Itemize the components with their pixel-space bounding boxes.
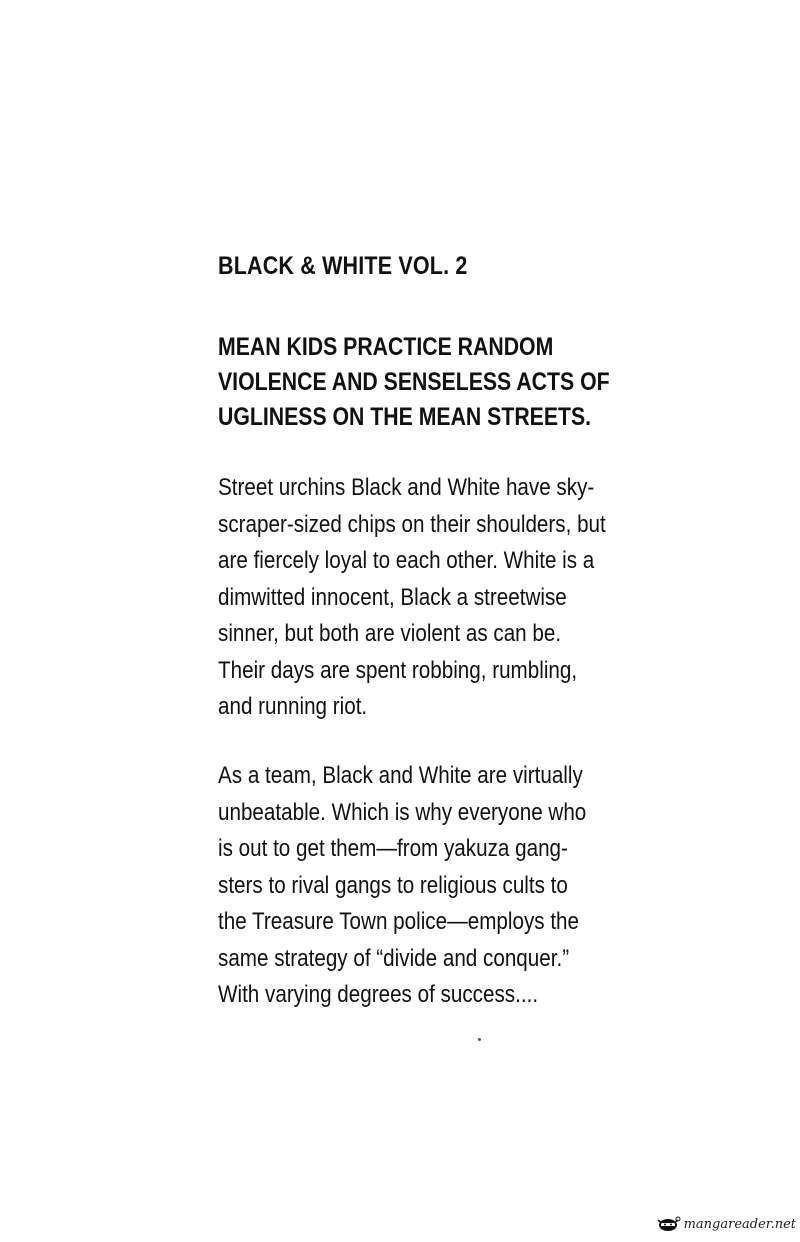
paragraph-line: As a team, Black and White are virtually — [218, 762, 583, 789]
paragraph-line: unbeatable. Which is why everyone who — [218, 798, 587, 826]
paragraph-line: scraper-sized chips on their shoulders, but — [218, 510, 606, 538]
ninja-logo-icon — [655, 1216, 681, 1232]
paragraph-line: sters to rival gangs to religious cults to — [218, 871, 568, 899]
paragraph-line: dimwitted innocent, Black a streetwise — [218, 583, 567, 611]
paragraph-line: With varying degrees of success.... — [218, 981, 539, 1008]
paragraph-line: Their days are spent robbing, rumbling, — [218, 656, 578, 684]
headline-line: UGLINESS ON THE MEAN STREETS. — [218, 403, 592, 431]
paragraph-line: the Treasure Town police—employs the — [218, 908, 580, 935]
headline-line: MEAN KIDS PRACTICE RANDOM — [218, 333, 554, 361]
paragraph-2 — [218, 758, 622, 1014]
watermark-text: mangareader.net — [683, 1216, 796, 1232]
watermark[interactable] — [655, 1216, 796, 1232]
paragraph-line: is out to get them—from yakuza gang- — [218, 835, 568, 862]
paragraph-line: and running riot. — [218, 693, 368, 720]
headline — [218, 330, 643, 435]
book-title: BLACK & WHITE VOL. 2 — [218, 252, 468, 280]
blurb-content — [218, 250, 638, 1008]
paragraph-1 — [218, 470, 622, 726]
paragraph-line: Street urchins Black and White have sky- — [218, 474, 595, 501]
paragraph-line: same strategy of “divide and conquer.” — [218, 944, 570, 972]
paragraph-line: sinner, but both are violent as can be. — [218, 620, 562, 647]
paragraph-line: are fiercely loyal to each other. White is a — [218, 547, 595, 574]
speck-mark — [478, 1038, 481, 1041]
headline-line: VIOLENCE AND SENSELESS ACTS OF — [218, 368, 610, 396]
